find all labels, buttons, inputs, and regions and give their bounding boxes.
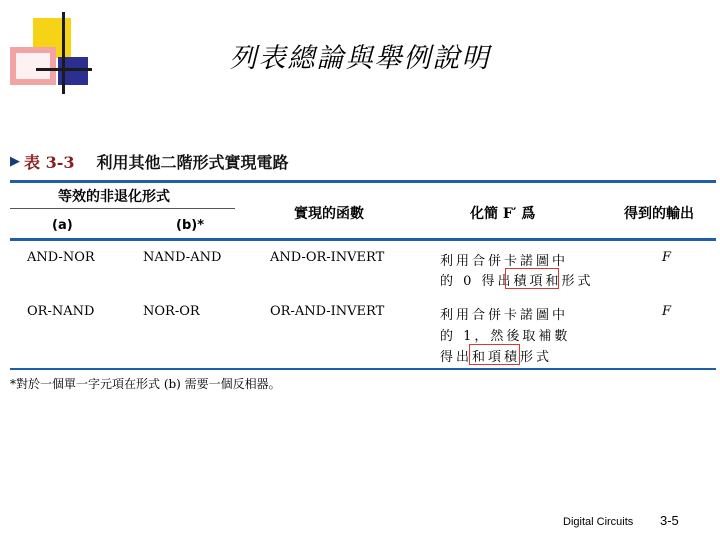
row1-simplify-line2: 的 0 得出積項和形式 xyxy=(440,274,594,289)
group-header: 等效的非退化形式 xyxy=(58,189,170,205)
row2-function: OR-AND-INVERT xyxy=(270,304,385,319)
table-caption-text: 利用其他二階形式實現電路 xyxy=(96,153,289,172)
row2-simplify-line1: 利用合併卡諾圖中 xyxy=(440,308,569,323)
page-number: 3-5 xyxy=(660,513,679,528)
table-top-rule xyxy=(10,180,716,183)
table-footnote: *對於一個單一字元項在形式 (b) 需要一個反相器。 xyxy=(10,377,281,391)
row2-form-b: NOR-OR xyxy=(143,304,200,319)
row2-simplify-line2: 的 1，然後取補數 xyxy=(440,329,571,344)
row1-form-a: AND-NOR xyxy=(27,250,95,265)
row2-simplify-line3: 得出和項積形式 xyxy=(440,350,553,365)
col-header-b: (b)* xyxy=(176,218,204,233)
slide-title: 列表總論與舉例說明 xyxy=(229,43,491,74)
table-caption xyxy=(10,150,289,173)
col-header-output: 得到的輸出 xyxy=(624,206,694,222)
row1-simplify-line1: 利用合併卡諾圖中 xyxy=(440,254,569,269)
footer-course-label: Digital Circuits xyxy=(563,516,634,528)
row1-output: F xyxy=(662,250,672,265)
caption-marker-icon: ▶ xyxy=(10,154,20,169)
table-bottom-rule xyxy=(10,368,716,370)
row2-form-a: OR-NAND xyxy=(27,304,95,319)
row2-highlight-box xyxy=(469,344,520,365)
row1-highlight-box xyxy=(505,268,559,289)
col-header-simplify: 化簡 F′ 爲 xyxy=(470,206,536,222)
col-header-a: (a) xyxy=(52,218,73,233)
table-header-rule xyxy=(10,238,716,241)
table-number: 表 3-3 xyxy=(24,153,75,172)
group-header-underline xyxy=(10,208,235,209)
row1-function: AND-OR-INVERT xyxy=(270,250,385,265)
row1-form-b: NAND-AND xyxy=(143,250,222,265)
row2-output: F xyxy=(662,304,672,319)
col-header-function: 實現的函數 xyxy=(294,206,364,222)
